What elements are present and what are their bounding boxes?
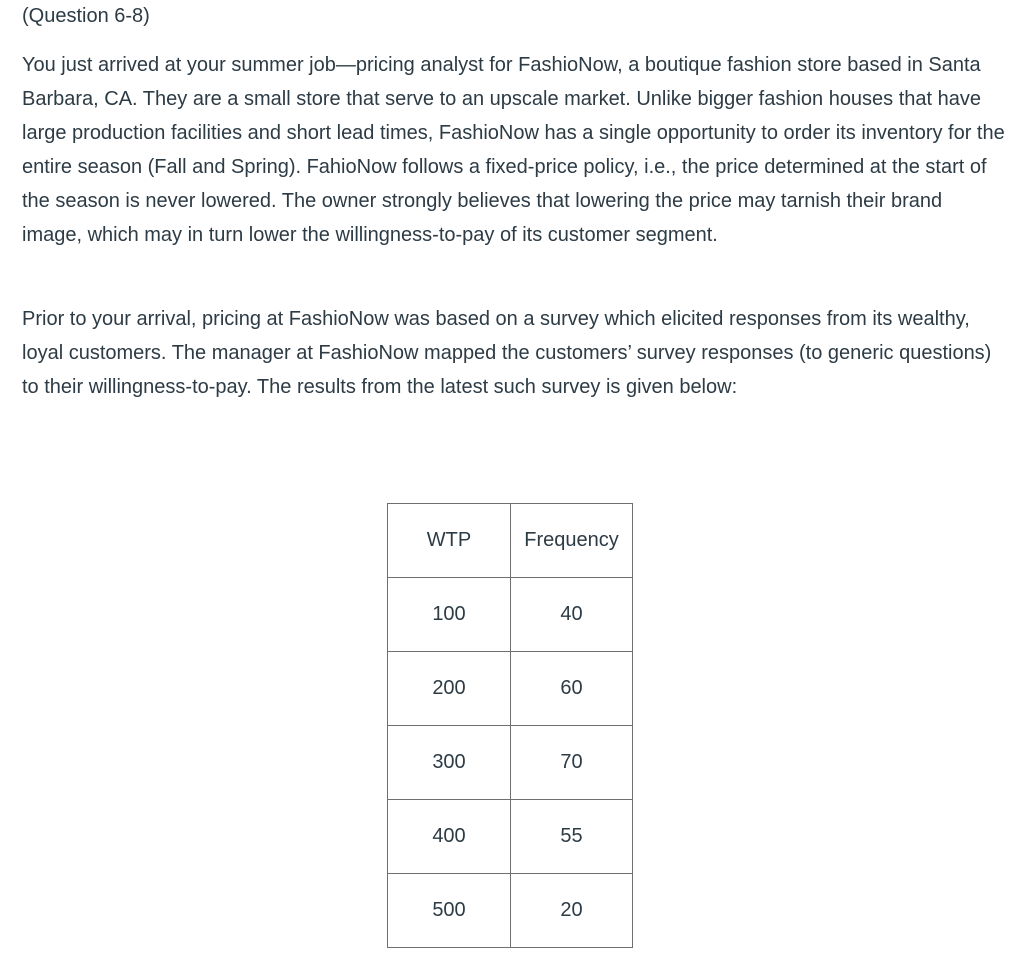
wtp-cell: 100 — [388, 578, 511, 652]
wtp-cell: 300 — [388, 726, 511, 800]
table-row — [388, 578, 633, 652]
frequency-cell: 55 — [511, 800, 633, 874]
frequency-cell: 60 — [511, 652, 633, 726]
wtp-cell: 500 — [388, 874, 511, 948]
frequency-cell: 20 — [511, 874, 633, 948]
header-wtp: WTP — [388, 504, 511, 578]
wtp-cell: 400 — [388, 800, 511, 874]
table-row — [388, 800, 633, 874]
table-row — [388, 726, 633, 800]
wtp-frequency-table — [387, 503, 633, 948]
frequency-cell: 40 — [511, 578, 633, 652]
table-row — [388, 874, 633, 948]
header-frequency: Frequency — [511, 504, 633, 578]
table-header-row — [388, 504, 633, 578]
survey-paragraph: Prior to your arrival, pricing at FashioNow was based on a survey which elicited responses from its wealthy, loyal customers. The manager at FashioNow mapped the customers’ survey responses (to generic questions) to their willingness-to-pay. The results from the latest such survey is given below: — [22, 308, 992, 398]
frequency-cell: 70 — [511, 726, 633, 800]
table-row — [388, 652, 633, 726]
question-heading: (Question 6-8) — [22, 5, 150, 27]
intro-paragraph: You just arrived at your summer job—pricing analyst for FashioNow, a boutique fashion store based in Santa Barbara, CA. They are a small store that serve to an upscale market. Unlike bigger fashion houses that have large production facilities and short lead times, FashioNow has a single opportunity to order its inventory for the entire season (Fall and Spring). FahioNow follows a fixed-price policy, i.e., the price determined at the start of the season is never lowered. The owner strongly believes that lowering the price may tarnish their brand image, which may in turn lower the willingness-to-pay of its customer segment. — [22, 54, 1005, 246]
wtp-cell: 200 — [388, 652, 511, 726]
